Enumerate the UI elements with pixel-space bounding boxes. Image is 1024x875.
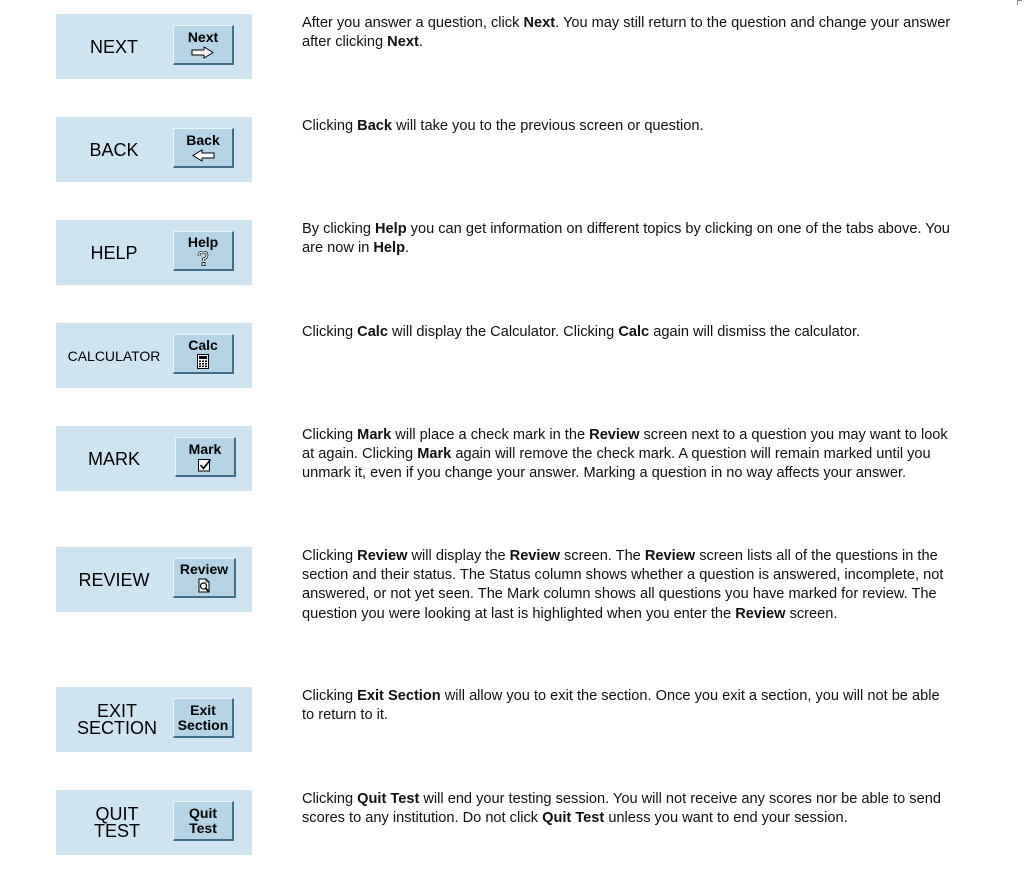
desc-review: Clicking Review will display the Review screen. The Review screen lists all of the questions in the section and their status. The Status column shows whether a question is answered, incomplete, not answered, or not yet seen. The Mark column shows all questions you have marked for review. The question you were looking at last is highlighted when you enter the Review screen. [302, 548, 944, 622]
emphasis-text: Review [589, 427, 640, 443]
help-button[interactable] [173, 231, 234, 271]
label-next: NEXT [89, 36, 138, 57]
emphasis-text: Review [509, 548, 560, 564]
label-calculator: CALCULATOR [67, 347, 161, 364]
checkbox-icon [198, 458, 212, 472]
back-button[interactable] [173, 128, 234, 168]
desc-help: By clicking Help you can get information on different topics by clicking on one of the tabs above. You are now in Help. [302, 221, 950, 257]
desc-exit-section: Clicking Exit Section will allow you to exit the section. Once you exit a section, you will not be able to return to it. [302, 688, 940, 724]
desc-next: After you answer a question, click Next. You may still return to the question and change your answer after clicking Next. [302, 15, 951, 51]
desc-calculator: Clicking Calc will display the Calculator. Clicking Calc again will dismiss the calculator. [302, 324, 861, 340]
emphasis-text: Review [644, 548, 696, 564]
label-exit-section: EXIT SECTION [76, 700, 157, 738]
emphasis-text: Exit Section [357, 688, 441, 704]
card-mark [56, 426, 252, 491]
desc-back: Clicking Back will take you to the previous screen or question. [302, 118, 704, 134]
emphasis-text: Review [357, 548, 408, 564]
quit-test-button-label: Quit Test [189, 804, 217, 836]
arrow-right-icon [191, 46, 215, 59]
calc-button-label: Calc [188, 337, 218, 353]
exit-section-button[interactable] [173, 698, 234, 738]
label-back: BACK [89, 139, 139, 160]
mark-button[interactable] [175, 437, 236, 477]
emphasis-text: Help [375, 221, 407, 237]
question-mark-icon [196, 251, 210, 266]
review-button-label: Review [179, 561, 229, 577]
label-help: HELP [90, 242, 138, 263]
card-next [56, 14, 252, 79]
emphasis-text: Review [735, 605, 786, 622]
emphasis-text: Next [387, 34, 419, 51]
calc-button[interactable] [173, 334, 234, 374]
emphasis-text: Quit Test [357, 791, 420, 807]
arrow-left-icon [191, 149, 215, 162]
help-button-label: Help [187, 234, 219, 250]
emphasis-text: Quit Test [542, 810, 605, 827]
calculator-icon [197, 354, 209, 369]
back-button-label: Back [186, 132, 220, 148]
emphasis-text: Mark [417, 446, 452, 463]
emphasis-text: Mark [357, 427, 392, 443]
card-quit-test [56, 790, 252, 855]
quit-test-button[interactable] [173, 801, 234, 841]
card-review [56, 547, 252, 612]
desc-mark: Clicking Mark will place a check mark in the Review screen next to a question you may want to look at again. Clicking Mark again will remove the check mark. A question will remain marked until you unmark it, even if you change your answer. Marking a question in no way affects your answer. [302, 427, 948, 482]
emphasis-text: Calc [618, 324, 650, 340]
next-button[interactable] [173, 25, 234, 65]
card-help [56, 220, 252, 285]
review-icon [197, 578, 212, 593]
card-back [56, 117, 252, 182]
label-review: REVIEW [78, 569, 150, 590]
emphasis-text: Back [357, 118, 393, 134]
desc-quit-test: Clicking Quit Test will end your testing session. You will not receive any scores nor be able to send scores to any institution. Do not click Quit Test unless you want to end your session. [302, 791, 941, 827]
review-button[interactable] [173, 558, 236, 598]
mark-button-label: Mark [188, 440, 222, 457]
card-calculator [56, 323, 252, 388]
label-quit-test: QUIT TEST [93, 803, 140, 841]
emphasis-text: Calc [357, 324, 388, 340]
emphasis-text: Help [373, 240, 406, 257]
card-exit-section [56, 687, 252, 752]
label-mark: MARK [87, 448, 140, 469]
next-button-label: Next [187, 29, 219, 45]
window-corner-mark [1017, 0, 1022, 5]
exit-section-button-label: Exit Section [177, 701, 229, 733]
emphasis-text: Next [523, 15, 556, 31]
